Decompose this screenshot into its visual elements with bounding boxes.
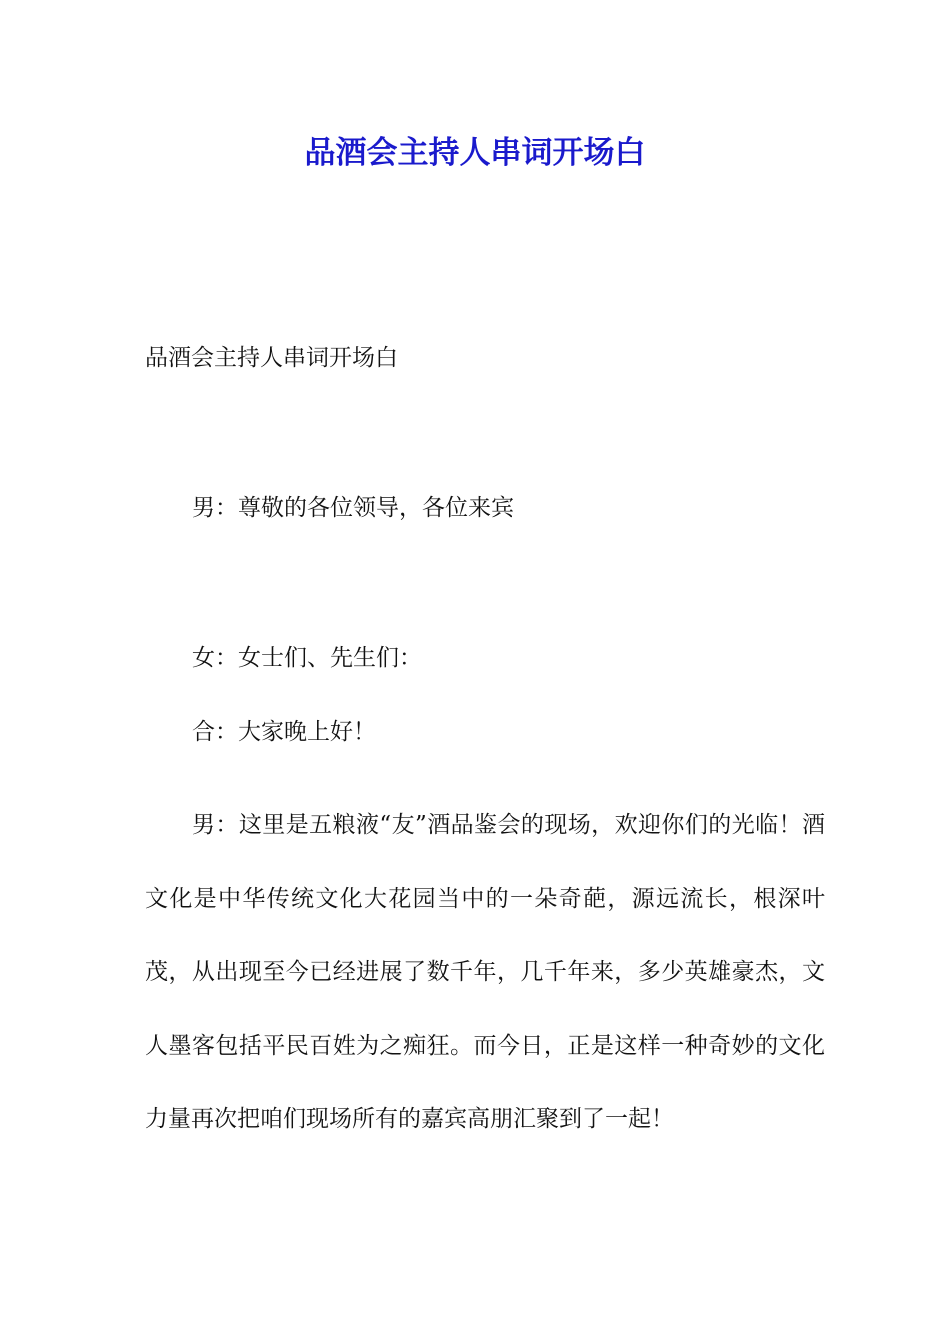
dialogue-line-female-greeting: 女：女士们、先生们： <box>192 645 422 671</box>
document-subtitle: 品酒会主持人串词开场白 <box>145 345 398 371</box>
document-title: 品酒会主持人串词开场白 <box>304 135 646 171</box>
dialogue-paragraph-male-welcome: 男：这里是五粮液“友”酒品鉴会的现场，欢迎你们的光临！酒文化是中华传统文化大花园当中的一朵奇葩，源远流长，根深叶茂，从出现至今已经进展了数千年，几千年来，多少英雄豪杰，文人墨客包括平民百姓为之痴狂。而今日，正是这样一种奇妙的文化力量再次把咱们现场所有的嘉宾高朋汇聚到了一起！ <box>145 812 825 1133</box>
dialogue-line-together: 合：大家晚上好！ <box>192 719 376 745</box>
dialogue-line-male-greeting: 男：尊敬的各位领导，各位来宾 <box>192 495 514 521</box>
